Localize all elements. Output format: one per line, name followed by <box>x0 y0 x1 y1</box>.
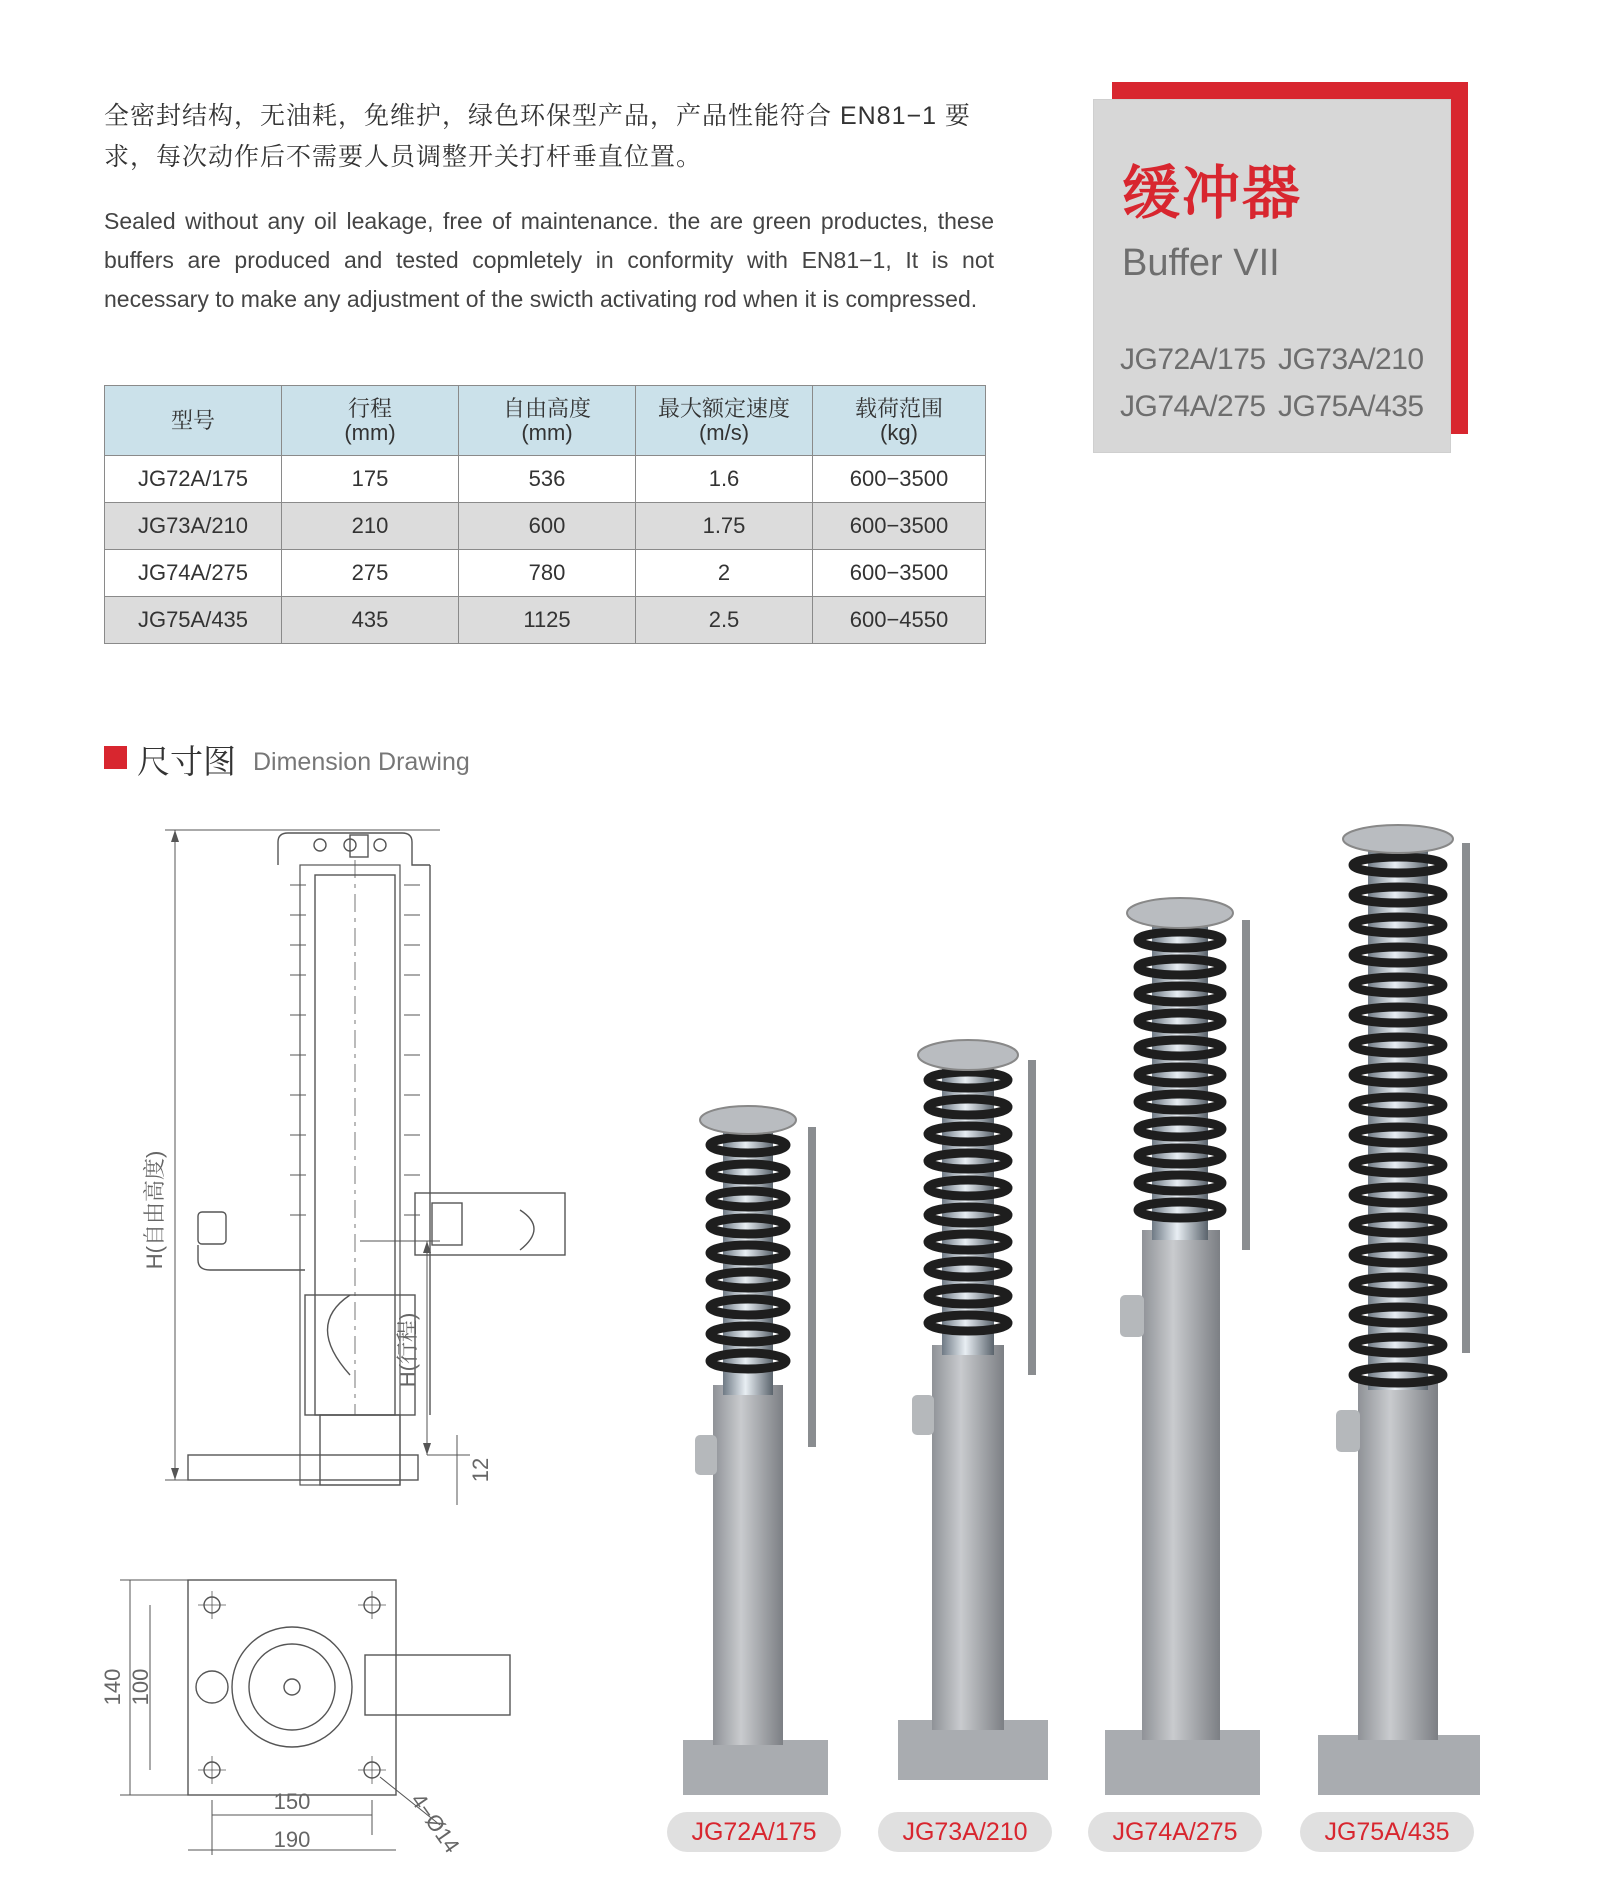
section-title-en: Dimension Drawing <box>253 748 470 776</box>
cell: 536 <box>459 456 636 503</box>
title-card <box>1094 100 1450 452</box>
dim-100: 100 <box>128 1668 153 1706</box>
cell: 600−4550 <box>813 597 986 644</box>
cell: 275 <box>282 550 459 597</box>
dim-12: 12 <box>468 1457 493 1483</box>
dim-150: 150 <box>273 1789 311 1814</box>
dim-holes: 4−Ø14 <box>405 1788 465 1858</box>
buffer-photo-jg72a <box>683 1106 828 1795</box>
dimension-drawing <box>100 815 630 1858</box>
header-free-height: 自由高度 (mm) <box>459 386 636 456</box>
header-max-speed: 最大额定速度 (m/s) <box>636 386 813 456</box>
cell: 600−3500 <box>813 456 986 503</box>
model-list <box>1120 336 1436 430</box>
model-name: JG73A/210 <box>1278 343 1424 376</box>
product-photos <box>650 825 1550 1805</box>
cell: 435 <box>282 597 459 644</box>
header-load-range: 载荷范围 (kg) <box>813 386 986 456</box>
cell: JG75A/435 <box>105 597 282 644</box>
product-label: JG72A/175 <box>667 1812 841 1852</box>
cell: 2.5 <box>636 597 813 644</box>
product-title: 缓冲器 <box>1122 159 1303 227</box>
cell: 1.75 <box>636 503 813 550</box>
header-stroke: 行程 (mm) <box>282 386 459 456</box>
model-name: JG72A/175 <box>1120 343 1266 376</box>
buffer-photo-jg75a <box>1318 825 1480 1795</box>
product-subtitle: Buffer VII <box>1122 242 1280 284</box>
buffer-photo-jg74a <box>1105 898 1260 1795</box>
cell: 1.6 <box>636 456 813 503</box>
product-label: JG73A/210 <box>878 1812 1052 1852</box>
cell: 210 <box>282 503 459 550</box>
cell: 780 <box>459 550 636 597</box>
header-model: 型号 <box>105 386 282 456</box>
table-row <box>105 550 986 597</box>
cell: 600 <box>459 503 636 550</box>
buffer-photo-jg73a <box>898 1040 1048 1780</box>
product-label: JG74A/275 <box>1088 1812 1262 1852</box>
model-name: JG75A/435 <box>1278 390 1424 423</box>
cell: 600−3500 <box>813 503 986 550</box>
table-row <box>105 597 986 644</box>
dim-stroke: H(行程) <box>395 1312 420 1388</box>
cell: JG74A/275 <box>105 550 282 597</box>
section-title-cn: 尺寸图 <box>137 743 236 780</box>
table-header-row <box>105 386 986 456</box>
cell: 600−3500 <box>813 550 986 597</box>
section-marker <box>104 746 127 769</box>
cell: 1125 <box>459 597 636 644</box>
cell: 175 <box>282 456 459 503</box>
table-row <box>105 503 986 550</box>
dim-free-height: H(自由高度) <box>142 1150 167 1270</box>
intro-chinese: 全密封结构，无油耗，免维护，绿色环保型产品，产品性能符合 EN81−1 要求，每次动作后不需要人员调整开关打杆垂直位置。 <box>104 102 971 171</box>
product-label: JG75A/435 <box>1300 1812 1474 1852</box>
table-row <box>105 456 986 503</box>
spec-table <box>104 385 986 644</box>
dim-140: 140 <box>100 1668 125 1706</box>
model-name: JG74A/275 <box>1120 390 1266 423</box>
dim-190: 190 <box>273 1827 311 1852</box>
cell: 2 <box>636 550 813 597</box>
cell: JG73A/210 <box>105 503 282 550</box>
cell: JG72A/175 <box>105 456 282 503</box>
intro-english: Sealed without any oil leakage, free of maintenance. the are green productes, these buffers are produced and tested copmletely in conformity with EN81−1, It is not necessary to make any adjustment of the swicth activating rod when it is compressed. <box>104 208 994 312</box>
